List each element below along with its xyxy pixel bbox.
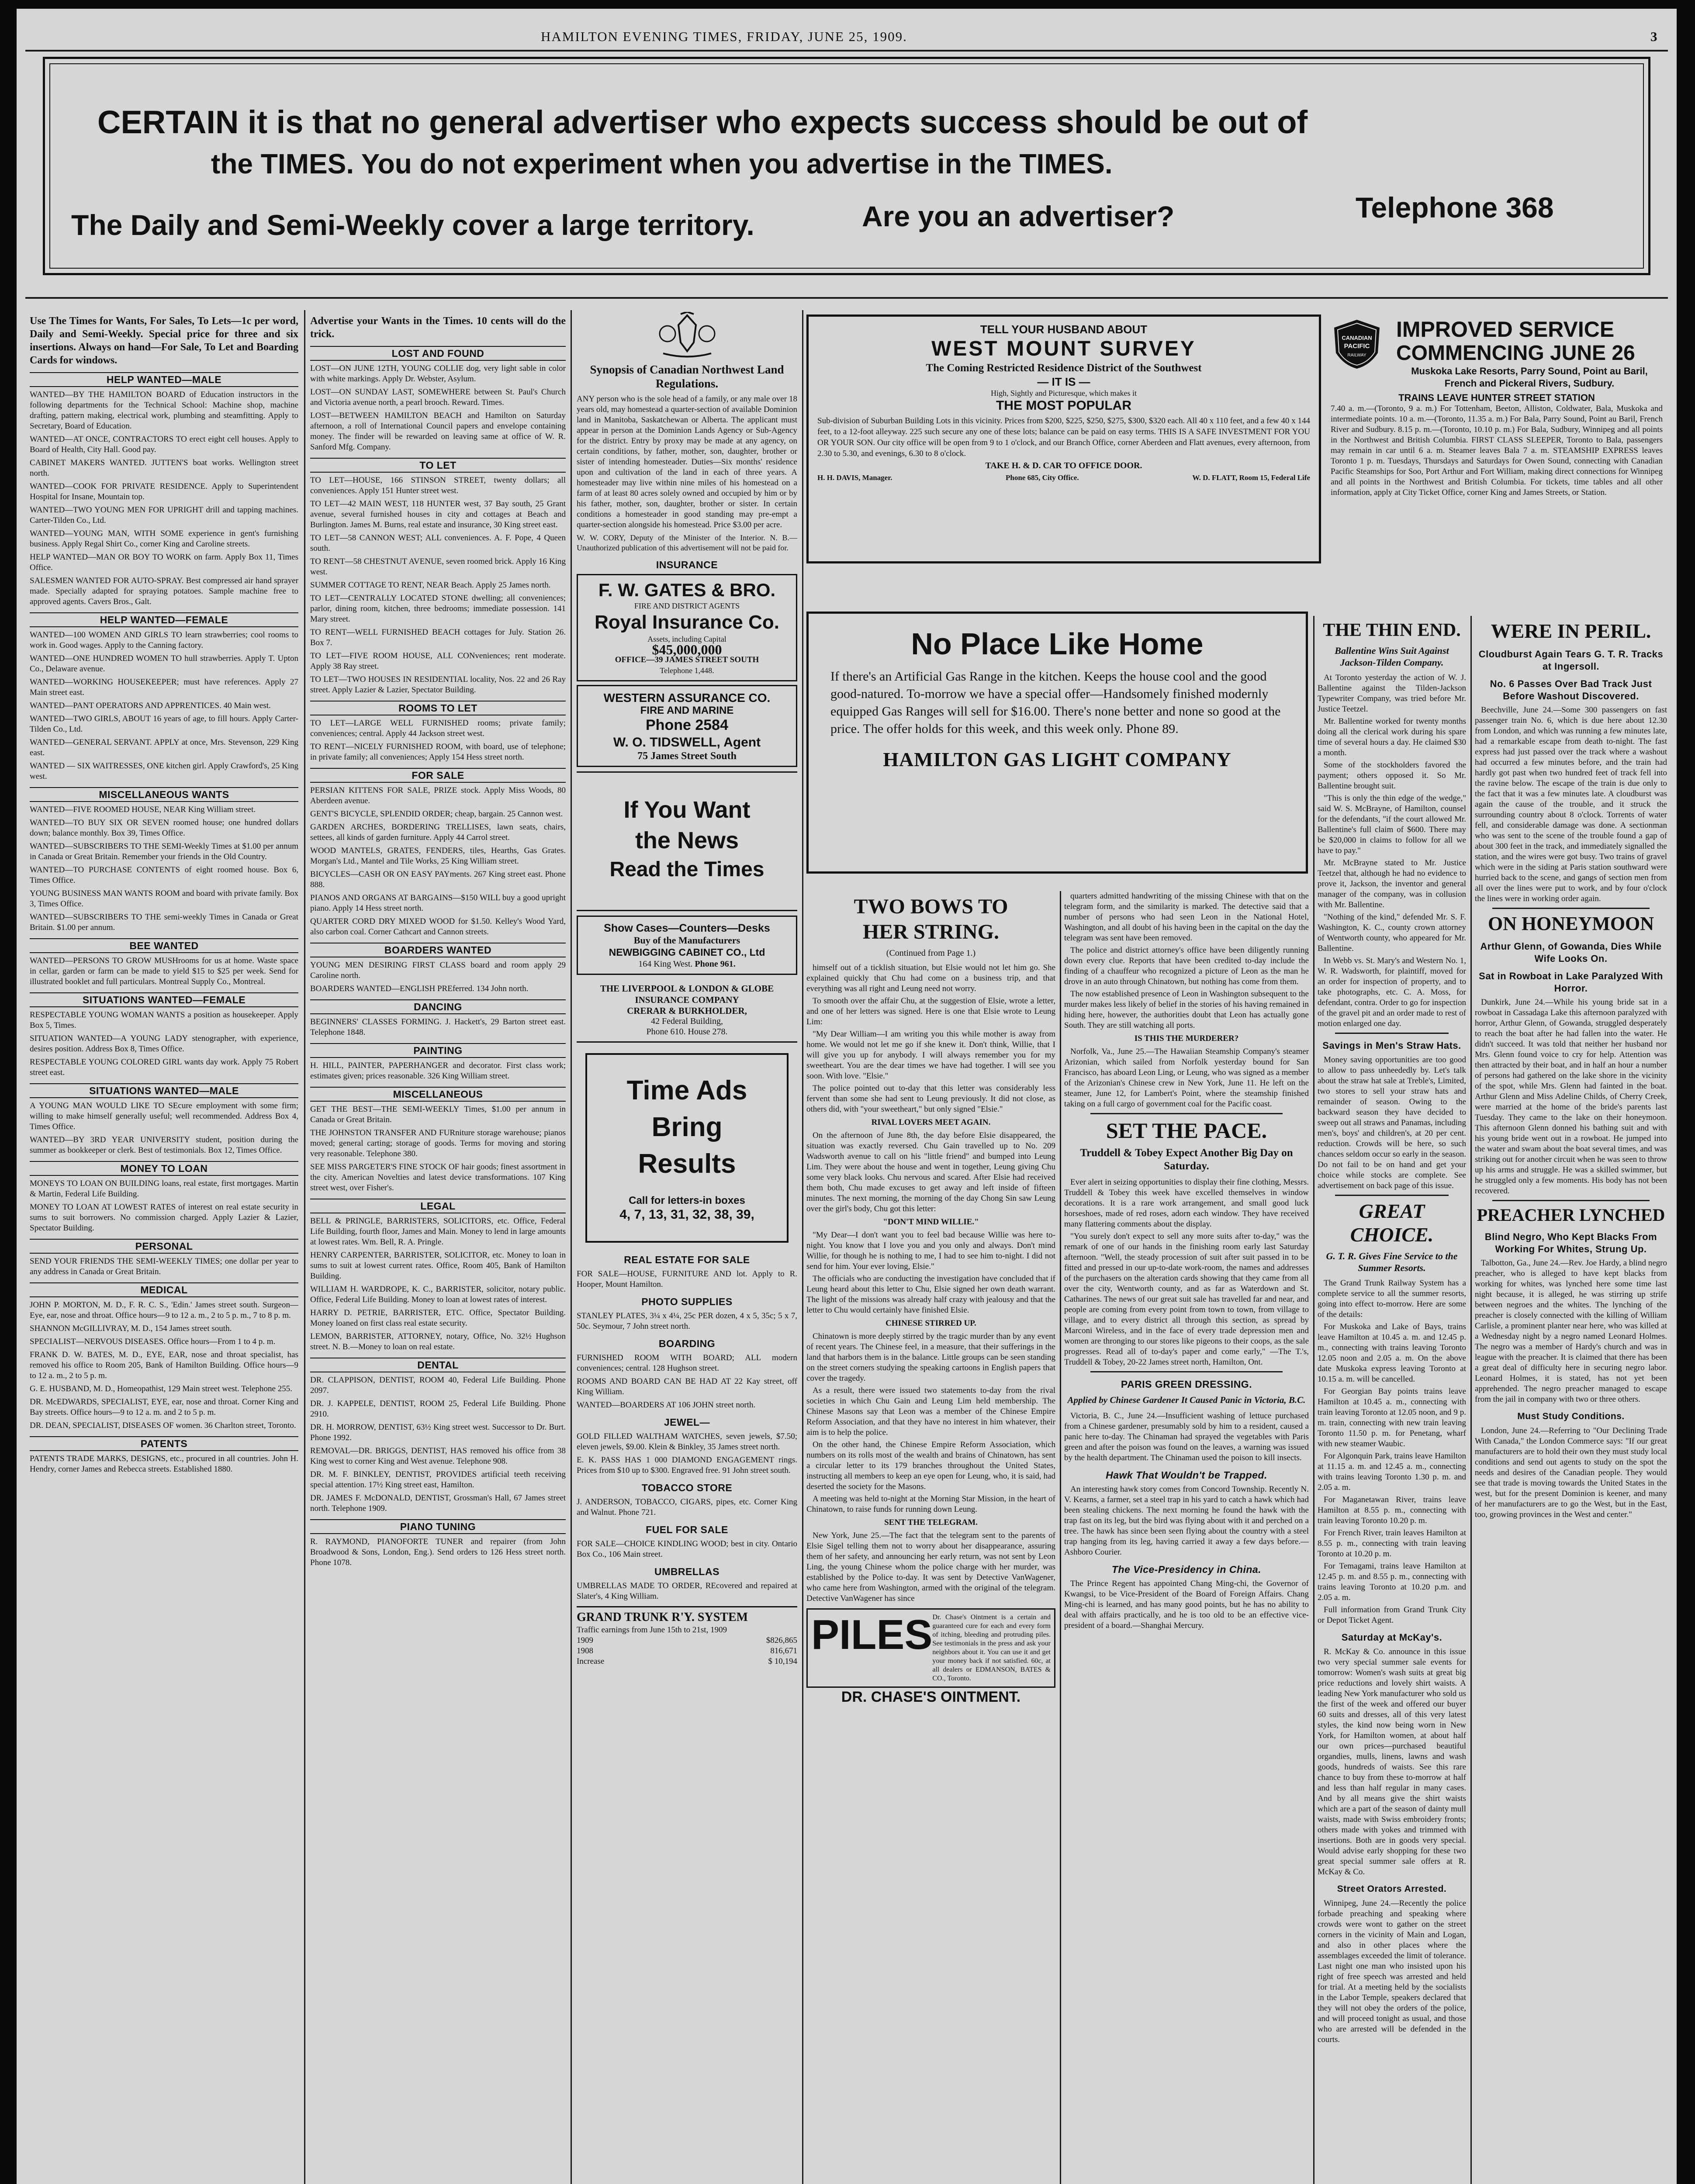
showcases-address: 164 King West. <box>638 959 693 969</box>
liverpool-name: THE LIVERPOOL & LONDON & GLOBE INSURANCE COMPANY <box>600 983 774 1005</box>
article-paragraph: Norfolk, Va., June 25.—The Hawaiian Steamship Company's steamer Arizonian, which sailed from Norfolk yesterday bound for San Francisco, has aboard Leon Ling, or Leung, who was signed as a member of the Arizonian's Chinese crew in New York, June 11. He left on the steamer, June 12, for Lambert's Point, where the steamship finished taking on a full cargo of government coal for the Pacific coast. <box>1064 1047 1309 1109</box>
survey-it-is: — IT IS — <box>1037 375 1090 388</box>
classified-heading: SITUATIONS WANTED—FEMALE <box>30 992 298 1007</box>
cpr-logo-top: CANADIAN <box>1342 335 1372 341</box>
classified-item: WANTED—COOK FOR PRIVATE RESIDENCE. Apply to Superintendent Hospital for Insane, Mountain top. <box>30 482 298 501</box>
classified-heading: BEE WANTED <box>30 938 298 953</box>
tobacco-item: J. ANDERSON, TOBACCO, CIGARS, pipes, etc. Corner King and Walnut. Phone 721. <box>577 1497 797 1517</box>
classified-item: BELL & PRINGLE, BARRISTERS, SOLICITORS, etc. Office, Federal Life Building, fourth floor, James and Main. Money to lend in large amounts at lowest rates. Wm. Bell, R. A. Pringle. <box>310 1216 566 1247</box>
gtr-row-value: 816,671 <box>770 1646 797 1655</box>
banner-question: Are you an advertiser? <box>862 200 1175 232</box>
honeymoon-sub-2: Sat in Rowboat in Lake Paralyzed With Horror. <box>1479 971 1663 994</box>
vice-pres-title: The Vice-Presidency in China. <box>1111 1564 1262 1575</box>
classified-heading: MISCELLANEOUS <box>310 1087 566 1102</box>
showcases-company: NEWBIGGING CABINET CO., Ltd <box>609 947 765 958</box>
classified-item: WANTED—TO BUY SIX OR SEVEN roomed house; one hundred dollars down; balance monthly. Box 39, Times Office. <box>30 818 298 838</box>
classified-item: WANTED—SUBSCRIBERS TO THE SEMI-Weekly Times at $1.00 per annum in Canada or Great Britain. Remember your friends in the Old Country. <box>30 842 298 861</box>
honeymoon-sub-1: Arthur Glenn, of Gowanda, Dies While Wife Looks On. <box>1480 941 1662 964</box>
cpr-sub: Muskoka Lake Resorts, Parry Sound, Point au Baril, French and Pickeral Rivers, Sudbury. <box>1411 366 1648 389</box>
paris-green-body: Victoria, B. C., June 24.—Insufficient washing of lettuce purchased from a Chinese gardener, presumably sold by him to a resident, caused a panic here to-day. The Chinaman had sprayed the vegetables with Paris green and after the poison was found on the leaves, a warning was issued by the health department. The Chinaman used the poison to kill insects. <box>1064 1411 1309 1462</box>
classified-item: CABINET MAKERS WANTED. JUTTEN'S boat works. Wellington street north. <box>30 458 298 478</box>
boarding-item: FURNISHED ROOM WITH BOARD; ALL modern conveniences; central. 128 Hughson street. <box>577 1353 797 1373</box>
gates-phone: Telephone 1,448. <box>660 666 714 675</box>
classified-item: WILLIAM H. WARDROPE, K. C., BARRISTER, solicitor, notary public. Office, Federal Life Building. Money to loan at lowest rates of interest. <box>310 1285 566 1304</box>
classified-item: A YOUNG MAN WOULD LIKE TO SEcure employment with some firm; willing to make himself generally useful; well recommended. Address Box 4, Times Office. <box>30 1101 298 1131</box>
classified-item: WANTED—BY THE HAMILTON BOARD of Education instructors in the following departments for the Technical School: Machine shop, machine drafting, pattern making, electrical work, plumbing and steamfitting. Apply to Secretary, Board of Education. <box>30 390 298 431</box>
banner-line-3: The Daily and Semi-Weekly cover a large territory. <box>71 209 754 241</box>
western-name: WESTERN ASSURANCE CO. <box>603 691 771 705</box>
article-paragraph: On the other hand, the Chinese Empire Reform Association, which numbers on its rolls most of the wealth and brains of Chinatown, has sent a circular letter to its 179 branches throughout the United States, instructing all members to keep an eye open for Leung, who, it is said, had deserted the society for the Masons. <box>806 1440 1055 1491</box>
cpr-logo-bottom: PACIFIC <box>1344 342 1370 350</box>
paris-green-sub: Applied by Chinese Gardener It Caused Panic in Victoria, B.C. <box>1067 1395 1306 1405</box>
classified-intro: Use The Times for Wants, For Sales, To Lets—1c per word, Daily and Semi-Weekly. Special price for three and six insertions. Always on hand—For Sale, To Let and Boarding Cards for windows. <box>30 315 298 366</box>
umbrellas-heading: UMBRELLAS <box>654 1566 720 1577</box>
classified-heading: PATENTS <box>30 1436 298 1451</box>
survey-popular: THE MOST POPULAR <box>996 398 1131 413</box>
newspaper-page <box>17 9 1677 2184</box>
classifieds-column-2 <box>310 314 566 2184</box>
insurance-heading: INSURANCE <box>656 559 718 570</box>
gates-office: OFFICE—39 JAMES STREET SOUTH <box>615 655 759 664</box>
boarding-item: ROOMS AND BOARD CAN BE HAD AT 22 Kay street, off King William. <box>577 1377 797 1396</box>
gates-assets-label: Assets, including Capital <box>647 635 726 643</box>
article-paragraph: The Grand Trunk Railway System has a complete service to all the summer resorts, going into effect to-morrow. Here are some of the details: <box>1318 1279 1466 1319</box>
classified-item: BICYCLES—CASH OR ON EASY PAYments. 267 King street east. Phone 888. <box>310 870 566 889</box>
classified-item: MONEYS TO LOAN ON BUILDING loans, real estate, first mortgages. Martin & Martin, Federal Life Building. <box>30 1179 298 1199</box>
gates-insurance-ad <box>577 574 797 681</box>
honeymoon-title: ON HONEYMOON <box>1487 913 1654 934</box>
article-paragraph: The now established presence of Leon in Washington subsequent to the murder makes less likely of belief in the stories of his having remained in hiding here, however, the authorities doubt that Leon has actually gone South. They are still watching all ports. <box>1064 989 1309 1030</box>
study-title: Must Study Conditions. <box>1517 1411 1625 1421</box>
classified-item: SPECIALIST—NERVOUS DISEASES. Office hours—From 1 to 4 p. m. <box>30 1337 276 1346</box>
jewel-item: GOLD FILLED WALTHAM WATCHES, seven jewels, $7.50; eleven jewels, $9.00. Klein & Binkley, 35 James street north. <box>577 1432 797 1451</box>
classified-item: TO LET—58 CANNON WEST; ALL conveniences. A. F. Pope, 4 Queen south. <box>310 533 566 553</box>
umbrellas-item: UMBRELLAS MADE TO ORDER, REcovered and repaired at Slater's, 4 King William. <box>577 1581 797 1601</box>
article-paragraph: New York, June 25.—The fact that the telegram sent to the parents of Elsie Sigel telling them not to worry about her disappearance, assuring them of her safety, and announcing her early return, was not sent by Leon Ling, the young Chinese whom the police charge with her murder, was established by the Police to-day. It was sent by Detective VanWagener, who came here from Washington, armed with the original of the telegram. Detective VanWagener has since <box>806 1531 1055 1603</box>
article-paragraph: For French River, train leaves Hamilton at 8.55 p. m., connecting with train leaving Toronto at 10.20 p. m. <box>1318 1528 1466 1559</box>
classified-item: TO LET—HOUSE, 166 STINSON STREET, twenty dollars; all conveniences. Apply 151 Hunter street west. <box>310 476 566 495</box>
crest-icon <box>654 312 720 360</box>
classified-item: DR. H. MORROW, DENTIST, 63½ King street west. Successor to Dr. Burt. Phone 1992. <box>310 1423 566 1442</box>
liverpool-agent: CRERAR & BURKHOLDER, <box>627 1006 747 1016</box>
classified-intro: Advertise your Wants in the Times. 10 cents will do the trick. <box>310 315 566 340</box>
article-paragraph: Full information from Grand Trunk City or Depot Ticket Agent. <box>1318 1605 1466 1625</box>
article-paragraph: himself out of a ticklish situation, but Elsie would not let him go. She explained quickly that Chu had come on a business trip, and that everything was all right and Leung need not worry. <box>806 963 1055 993</box>
gtr-row-label: Increase <box>577 1657 605 1666</box>
survey-manager: H. H. DAVIS, Manager. <box>817 473 892 482</box>
middle-article-column <box>1064 891 1309 2184</box>
tobacco-heading: TOBACCO STORE <box>641 1482 733 1493</box>
gas-company: HAMILTON GAS LIGHT COMPANY <box>883 748 1231 771</box>
western-sub: FIRE AND MARINE <box>640 705 734 716</box>
peril-column <box>1475 616 1667 2184</box>
classified-heading: MEDICAL <box>30 1282 298 1297</box>
classified-heading: PIANO TUNING <box>310 1519 566 1534</box>
street-orators-title: Street Orators Arrested. <box>1337 1884 1447 1894</box>
photo-item: STANLEY PLATES, 3¼ x 4¼, 25c PER dozen, 4 x 5, 35c; 5 x 7, 50c. Seymour, 7 John street north. <box>577 1311 797 1331</box>
time-ads-line-1: Time Ads <box>626 1075 747 1106</box>
classified-item: RESPECTABLE YOUNG COLORED GIRL wants day work. Apply 75 Robert street east. <box>30 1057 298 1077</box>
survey-phone: Phone 685, City Office. <box>1006 473 1079 482</box>
article-paragraph: For Algonquin Park, trains leave Hamilton at 11.15 a. m. and 12.45 a. m., connecting with trains leaving Toronto 1.30 p. m. and 2.05 a. m. <box>1318 1451 1466 1492</box>
article-paragraph: As a result, there were issued two statements to-day from the rival societies in which Chu Gain and Leung Lim held membership. The Chinese Masons say that Leon was a member of the Chinese Empire Reform Association, and that they have no interest in him whatever, their aim is to help the police. <box>806 1386 1055 1437</box>
survey-contact: W. D. FLATT, Room 15, Federal Life <box>1192 473 1310 482</box>
classified-heading: LOST AND FOUND <box>310 346 566 361</box>
banner-line-1: CERTAIN it is that no general advertiser who expects success should be out of <box>97 104 1308 140</box>
classified-item: LOST—ON JUNE 12TH, YOUNG COLLIE dog, very light sable in color with white markings. Apply Dr. Webster, Asylum. <box>310 364 566 384</box>
classified-item: PIANOS AND ORGANS AT BARGAINS—$150 WILL buy a good upright piano. Apply 14 Hess street north. <box>310 893 566 913</box>
classified-item: REMOVAL—DR. BRIGGS, DENTIST, HAS removed his office from 38 King west to corner King and West avenue. Telephone 908. <box>310 1446 566 1466</box>
classified-item: WANTED—TO PURCHASE CONTENTS of eight roomed house. Box 6, Times Office. <box>30 865 298 885</box>
article-paragraph: CHINESE STIRRED UP. <box>886 1319 976 1328</box>
article-paragraph: "Nothing of the kind," defended Mr. S. F. Washington, K. C., county crown attorney of Wentworth county, who appeared for Mr. Ballentine. <box>1318 912 1466 953</box>
classified-heading: BOARDERS WANTED <box>310 943 566 957</box>
masthead <box>17 25 1677 47</box>
article-paragraph: "My Dear William—I am writing you this while mother is away from home. We would not let me go if she knew it. Don't think, Willie, that I will give you up for anybody. I will always remember you for my sweetheart. You are the dear times we have had together. I will see you soon. With love. "Elsie." <box>806 1030 1055 1081</box>
classified-item: DR. JAMES F. McDONALD, DENTIST, Grossman's Hall, 67 James street north. Telephone 1909. <box>310 1493 566 1513</box>
article-paragraph: Mr. McBrayne stated to Mr. Justice Teetzel that, although he had no evidence to prove it, Jackson, the inventor and general manager of the company, was in collusion with Mr. Ballentine. <box>1318 858 1466 909</box>
jewel-item: E. K. PASS HAS 1 000 DIAMOND ENGAGEMENT rings. Prices from $10 up to $300. Engraved free. 91 John street south. <box>577 1455 797 1475</box>
two-bows-article <box>806 891 1055 2184</box>
survey-top: TELL YOUR HUSBAND ABOUT <box>980 323 1148 336</box>
classified-item: WANTED — SIX WAITRESSES, ONE kitchen girl. Apply Crawford's, 25 King west. <box>30 761 298 781</box>
classified-heading: MONEY TO LOAN <box>30 1161 298 1176</box>
classified-heading: SITUATIONS WANTED—MALE <box>30 1083 298 1098</box>
classified-item: SEND YOUR FRIENDS THE SEMI-WEEKLY TIMES; one dollar per year to any address in Canada or Great Britain. <box>30 1257 298 1276</box>
article-paragraph: quarters admitted handwriting of the missing Chinese with that on the telegram form, and the similarity is marked. The detective said that a number of persons who had seen Leon in the National Hotel, Washington, and all doubt of his having been in the capital on the day the telegram was sent have been removed. <box>1064 892 1309 943</box>
classified-item: DR. M. F. BINKLEY, DENTIST, PROVIDES artificial teeth receiving special attention. 17½ King street east, Hamilton. <box>310 1470 566 1489</box>
western-address: 75 James Street South <box>637 750 737 762</box>
mckay-body: R. McKay & Co. announce in this issue two very special summer sale events for tomorrow: Women's wash suits at great big price reductions and lovely shirt waists. A leading New York manufacturer who sold us the first of the week and offered our buyer 60 suits and dresses, all of this very latest styles, the kind now being worn in New York, for Hamilton women, at about half our own prices—purchased beautiful organdies, mulls, linens, lawns and wash goods, hundreds of waists. See this rare chance to buy from these to-morrow at half and less than half regular in many cases. And by all means give the shirt waists which are a part of the season of dainty mull waists, made with Swiss embroidery fronts; others made with yokes and trimmed with insertions. Both are in goods very special. Would advise early shopping for these two great special summer sale offers at R. McKay & Co. <box>1318 1647 1466 1876</box>
classified-item: LOST—ON SUNDAY LAST, SOMEWHERE between St. Paul's Church and Victoria avenue north, a pearl brooch. Reward. Times. <box>310 387 566 407</box>
classified-item: WANTED—PERSONS TO GROW MUSHrooms for us at home. Waste space in cellar, garden or farm can be made to yield $15 to $25 per week. Send for illustrated booklet and full particulars. Montreal Supply Co., Montreal. <box>30 956 298 986</box>
cpr-logo-icon <box>1331 318 1383 370</box>
gtr-intro: Traffic earnings from June 15th to 21st, 1909 <box>577 1625 727 1635</box>
set-pace-title: SET THE PACE. <box>1106 1118 1267 1143</box>
time-ads-box <box>585 1053 789 1243</box>
classified-item: DR. DEAN, SPECIALIST, DISEASES OF women. 36 Charlton street, Toronto. <box>30 1421 296 1430</box>
survey-body: Sub-division of Suburban Building Lots in this vicinity. Prices from $200, $225, $250, $275, $300, $320 each. All 40 x 110 feet, and a few 40 x 144 feet, to a 12-foot alleyway. 225 such secure any one of these lots; balance can be paid on easy terms. THIS IS A SAFE INVESTMENT FOR YOU OR YOUR SON. Our city office will be open from 9 to 1 o'clock, and our Branch Office, corner Aberdeen and Flatt avenues, every afternoon, from 2.30 to 5.30, and evenings, 6.30 to 8 o'clock. <box>817 416 1310 458</box>
great-choice-sub: G. T. R. Gives Fine Service to the Summer Resorts. <box>1326 1251 1458 1273</box>
article-paragraph: RIVAL LOVERS MEET AGAIN. <box>871 1118 991 1127</box>
classified-item: SEE MISS PARGETER'S FINE STOCK OF hair goods; finest assortment in the city. American Novelties and latest device transformations. 107 King street west, over Fisher's. <box>310 1162 566 1192</box>
classified-item: SHANNON McGILLIVRAY, M. D., 154 James street south. <box>30 1324 232 1333</box>
showcases-phone: Phone 961. <box>695 959 736 969</box>
article-paragraph: For Temagami, trains leave Hamilton at 12.45 p. m. and 8.55 p. m., connecting with trains leaving Toronto at 10.20 p.m. and 2.05 a. m. <box>1318 1562 1466 1602</box>
classified-item: H. HILL, PAINTER, PAPERHANGER and decorator. First class work; estimates given; prices reasonable. 326 King William street. <box>310 1061 566 1081</box>
classified-item: MONEY TO LOAN AT LOWEST RATES of interest on real estate security in sums to suit borrowers. No commission charged. Apply Lazier & Lazier, Spectator Building. <box>30 1203 298 1233</box>
banner-telephone: Telephone 368 <box>1356 191 1554 224</box>
classified-item: TO LET—FIVE ROOM HOUSE, ALL CONveniences; rent moderate. Apply 38 Ray street. <box>310 651 566 671</box>
classified-item: QUARTER CORD DRY MIXED WOOD for $1.50. Kelley's Wood Yard, also carbon coal. Corner Cathcart and Cannon streets. <box>310 917 566 936</box>
classified-item: WANTED—BY 3RD YEAR UNIVERSITY student, position during the summer as bookkeeper or clerk. Best of testimonials. Box 12, Times Office. <box>30 1135 298 1155</box>
classified-item: WANTED—FIVE ROOMED HOUSE, NEAR King William street. <box>30 805 256 814</box>
cpr-body: 7.40 a. m.—(Toronto, 9 a. m.) For Tottenham, Beeton, Alliston, Coldwater, Bala, Muskoka and intermediate points. 10 a. m.—(Toronto, 11.35 a. m.) For Bala, Parry Sound, Point au Baril, French River and Sudbury. 8.15 p. m.—(Toronto, 10.10 p. m.) For Bala, Sudbury, Winnipeg and all points in the Northwest and British Columbia. FIRST CLASS SLEEPER, Toronto to Bala, passengers may remain in car until 6 a. m. Steamer leaves Bala 7 a. m. STEAMSHIP EXPRESS leaves Toronto 1 p. m. Tuesdays, Thursdays and Saturdays for Owen Sound, connecting with Canadian Pacific Steamships for Soo, Port Arthur and Fort William, making direct connections for Winnipeg and all points in the Northwest and British Columbia. For tickets, time tables and all other information, apply at City Ticket Office, corner King and James Streets, or Station. <box>1331 404 1663 497</box>
paris-green-title: PARIS GREEN DRESSING. <box>1121 1379 1252 1390</box>
article-paragraph: The police and district attorney's office have been diligently running down every clue. Reports that have been credited to-day include the finding of a chauffeur who recognized a picture of Leon as the man he drove in an auto through Chinatown, but nothing has come from them. <box>1064 946 1309 986</box>
masthead-text: HAMILTON EVENING TIMES, FRIDAY, JUNE 25, 1909. <box>541 29 907 44</box>
peril-body: Beechville, June 24.—Some 300 passengers on fast passenger train No. 6, which is due here about 12.30 from London, and which was running a few minutes late, had a remarkable escape from death to-night. The fast express had just passed over the track where a washout had occurred a few minutes before, and the train had hardly got past when two hundred feet of track fell into the ravine below. The escape of the train is due only to the fact that it was a few minutes late. A cloudburst was again the cause of the trouble, and it struck the surrounding country about 8 o'clock. Torrents of water fell, and considerable damage was done. A sectionman who was sent to the scene of the trouble found a gap of about 300 feet in the track, and immediately signalled the station, and the wires were got busy. Two trains of gravel which were in the siding at Paris station southward were hurried back to the scene, and gangs of section men from all over the lines were put to work, and by four o'clock the lines were in working order again. <box>1475 705 1667 903</box>
classified-item: SALESMEN WANTED FOR AUTO-SPRAY. Best compressed air hand sprayer made. Specially adapted for spraying potatoes. Sample machine free to approved agents. Cavers Bros., Galt. <box>30 576 298 606</box>
lynched-body: Talbotton, Ga., June 24.—Rev. Joe Hardy, a blind negro preacher, who is alleged to have kept blacks from working for whites, was lynched here some time last night because, it is alleged, he was stirring up strife between negroes and the whites. The lynching of the preacher is closely connected with the killing of William Carlisle, a prominent planter near here, who was killed at a Wednesday night by a negro named Leonard Holmes. The negro was a member of Hardy's church and was in league with the preacher. It is claimed that there has been a great deal of difficulty here in securing negro labor. Leonard Holmes, it is stated, has not yet been apprehended. The negro preacher managed to escape from the jail in company with two or three others. <box>1475 1258 1667 1404</box>
classified-item: TO RENT—58 CHESTNUT AVENUE, seven roomed brick. Apply 16 King west. <box>310 557 566 577</box>
piles-body: Dr. Chase's Ointment is a certain and guaranteed cure for each and every form of itching, bleeding and protruding piles. See testimonials in the press and ask your neighbors about it. You can use it and get your money back if not satisfied. 60c, at all dealers or EDMANSON, BATES & CO., Toronto. <box>932 1614 1051 1682</box>
article-paragraph: IS THIS THE MURDERER? <box>1134 1034 1239 1043</box>
article-paragraph: Some of the stockholders favored the payment; others opposed it. So Mr. Ballentine brought suit. <box>1318 760 1466 791</box>
survey-sub: The Coming Restricted Residence District of the Southwest <box>926 362 1202 374</box>
article-paragraph: Chinatown is more deeply stirred by the tragic murder than by any event of recent years. The Chinese feel, in a measure, that their sufferings in the land that harbors them is in the balance. Little groups can be seen standing on the street corners studying the speaking cartoons in English papers that cover the tragedy. <box>806 1332 1055 1383</box>
classified-item: GET THE BEST—THE SEMI-WEEKLY Times, $1.00 per annum in Canada or Great Britain. <box>310 1105 566 1124</box>
classified-item: BOARDERS WANTED—ENGLISH PREferred. 134 John north. <box>310 984 529 993</box>
liverpool-address: 42 Federal Building, <box>651 1016 723 1026</box>
classified-item: THE JOHNSTON TRANSFER AND FURniture storage warehouse; pianos moved; general carting; storage of goods. Terms for moving and storing very reasonable. Telephone 380. <box>310 1128 566 1158</box>
peril-sub-1: Cloudburst Again Tears G. T. R. Tracks at Ingersoll. <box>1478 649 1664 672</box>
gtr-heading: GRAND TRUNK R'Y. SYSTEM <box>577 1610 748 1624</box>
article-paragraph: "You surely don't expect to sell any more suits after to-day," was the remark of one of our hands in the finishing room early last Saturday afternoon. "Well, the steady procession of suit after suit passed in to be fitted and pressed in our up-to-date work-room, the names and addresses of the purchasers on the alteration cards showing that they came from all over the city, Wentworth county, and as far as Waterdown and St. Catharines. The news of our great suit sale has travelled far and near, and people are coming from every point from town to town, from village to village, and to every district all through this section, as spread by Marconi Wireless, and in the face of every trade depression men and women are thronging to our stores like pigeons to their coops, as the sale progresses. Read all of to-day's paper and come early," —The T.'s, Truddell & Tobey, 20-22 James street north, Hamilton, Ont. <box>1064 1232 1309 1367</box>
article-paragraph: In Webb vs. St. Mary's and Western No. 1, W. R. Wadsworth, for plaintiff, moved for an order for inspection of property, and to take photographs, etc. C. A. Moss, for defendant, contra. Order to go for inspection of the gravel pit and an order made to rest of motion enlarged one day. <box>1318 956 1466 1028</box>
classified-item: FRANK D. W. BATES, M. D., EYE, EAR, nose and throat specialist, has removed his office to Room 205, Bank of Hamilton Building. Office hours—9 to 12 a. m., 2 to 5 p. m. <box>30 1350 298 1380</box>
article-paragraph: SENT THE TELEGRAM. <box>884 1518 978 1527</box>
classified-item: WANTED—WORKING HOUSEKEEPER; must have references. Apply 27 Main street east. <box>30 677 298 697</box>
classified-item: BEGINNERS' CLASSES FORMING. J. Hackett's, 29 Barton street east. Telephone 1848. <box>310 1017 566 1037</box>
want-line-3: Read the Times <box>609 858 764 881</box>
classified-heading: ROOMS TO LET <box>310 701 566 715</box>
article-paragraph: Mr. Ballentine worked for twenty months doing all the clerical work during his spare time of several hours a day. He claimed $30 a month. <box>1318 717 1466 757</box>
gtr-earnings <box>577 1606 797 1667</box>
article-paragraph: "My Dear—I don't want you to feel bad because Willie was here to-night. You know that I love you and you only and always. Don't mind Willie, for though he is nothing to me, I had to see him to-night. I did not send for him. Your ever loving, Elsie." <box>806 1230 1055 1271</box>
want-news-ad <box>577 771 797 911</box>
classified-item: YOUNG BUSINESS MAN WANTS ROOM and board with private family. Box 3, Times Office. <box>30 889 298 909</box>
article-paragraph: At Toronto yesterday the action of W. J. Ballentine against the Tilden-Jackson Typewriter Company, was tried before Mr. Justice Teetzel. <box>1318 673 1466 714</box>
hawk-body: An interesting hawk story comes from Concord Township. Recently N. V. Kearns, a farmer, set a steel trap in his yard to catch a hawk which had been stealing chickens. The next morning he found the hawk with the trap fast on its leg, but the bird was flying about with it and perched on a tree. The hawk has since been seen flying about the country with a steel trap hanging from its leg, having carried it away a few days before.—Ashboro Courier. <box>1064 1485 1309 1557</box>
study-body: London, June 24.—Referring to "Our Declining Trade With Canada," the London Commerce says: "If our great manufacturers are to hold their own they must study local conditions and send out agents to study on the spot the needs and desires of the Canadian people. They would see that trade is moving towards the United States in the west, but for the present Dominion is keener, and many of her manufacturers are to go the West, but in the East, too, growing provinces in the West and center." <box>1475 1426 1667 1519</box>
column-3 <box>577 310 797 2184</box>
classified-item: WANTED—100 WOMEN AND GIRLS TO learn strawberries; cool rooms to work in. Good wages. Apply to the Canning factory. <box>30 630 298 650</box>
peril-sub-2: No. 6 Passes Over Bad Track Just Before Washout Discovered. <box>1490 678 1652 702</box>
gas-body: If there's an Artificial Gas Range in the kitchen. Keeps the house cool and the good good-natured. To-morrow we have a special offer—Handsomely finished modernly equipped Gas Ranges will sell for $16.00. There's none better and none so good at the price. The offer holds for this week, and this week only. Phone 89. <box>830 669 1281 736</box>
classified-item: HARRY D. PETRIE, BARRISTER, ETC. Office, Spectator Building. Money loaned on first class real estate security. <box>310 1308 566 1328</box>
west-mount-survey-ad <box>806 314 1321 563</box>
classified-item: TO LET—42 MAIN WEST, 118 HUNTER west, 37 Bay south, 25 Grant avenue, several furnished houses in city and cottages at Beach and Burlington. James M. Burns, real estate and insurance, 30 King street east. <box>310 499 566 529</box>
classified-item: JOHN P. MORTON, M. D., F. R. C. S., 'Edin.' James street south. Surgeon—Eye, ear, nose and throat. Office hours—9 to 12 a. m., 2 to 5 p. m., 7 to 8 p. m. <box>30 1300 298 1320</box>
classified-item: RESPECTABLE YOUNG WOMAN WANTS a position as housekeeper. Apply Box 5, Times. <box>30 1010 298 1030</box>
classified-item: PATENTS TRADE MARKS, DESIGNS, etc., procured in all countries. John H. Hendry, corner James and Rebecca streets. Established 1880. <box>30 1454 298 1474</box>
boarding-item: WANTED—BOARDERS AT 106 JOHN street north. <box>577 1400 756 1410</box>
banner-line-2: the TIMES. You do not experiment when you advertise in the TIMES. <box>211 148 1113 180</box>
classified-item: WANTED—TWO GIRLS, ABOUT 16 years of age, to fill hours. Apply Carter-Tilden Co., Ltd. <box>30 714 298 734</box>
classified-heading: PERSONAL <box>30 1239 298 1254</box>
peril-title: WERE IN PERIL. <box>1491 620 1651 642</box>
mckay-title: Saturday at McKay's. <box>1341 1632 1442 1643</box>
fuel-item: FOR SALE—CHOICE KINDLING WOOD; best in city. Ontario Box Co., 106 Main street. <box>577 1539 797 1559</box>
jewel-heading: JEWEL— <box>664 1417 710 1428</box>
liverpool-phone: Phone 610. House 278. <box>646 1027 728 1037</box>
survey-tagline: High, Sightly and Picturesque, which makes it <box>991 389 1137 397</box>
cpr-title-2: COMMENCING JUNE 26 <box>1396 342 1635 365</box>
thin-end-column <box>1318 616 1466 2184</box>
lynched-sub: Blind Negro, Who Kept Blacks From Working For Whites, Strung Up. <box>1484 1231 1657 1254</box>
gates-sub: FIRE AND DISTRICT AGENTS <box>634 601 740 610</box>
time-ads-boxes: 4, 7, 13, 31, 32, 38, 39, <box>619 1207 754 1222</box>
piles-brand: DR. CHASE'S OINTMENT. <box>841 1689 1021 1705</box>
survey-title: WEST MOUNT SURVEY <box>931 337 1196 360</box>
article-paragraph: For Maganetawan River, trains leave Hamilton at 8.55 p. m., connecting with train leaving Toronto 10.20 p. m. <box>1318 1495 1466 1525</box>
boarding-heading: BOARDING <box>658 1338 716 1349</box>
land-regulations-title: Synopsis of Canadian Northwest Land Regulations. <box>590 363 784 390</box>
classified-item: TO RENT—NICELY FURNISHED ROOM, with board, use of telephone; in private family; all conveniences; Apply 154 Hess street north. <box>310 742 566 762</box>
classified-item: LEMON, BARRISTER, ATTORNEY, notary, Office, No. 32½ Hughson street. N. B.—Money to loan on real estate. <box>310 1332 566 1351</box>
gtr-row-value: $826,865 <box>766 1636 797 1645</box>
classified-item: TO RENT—WELL FURNISHED BEACH cottages for July. Station 26. Box 7. <box>310 628 566 647</box>
classified-heading: DANCING <box>310 999 566 1014</box>
banner-ad <box>43 57 1650 275</box>
classified-item: WANTED—TWO YOUNG MEN FOR UPRIGHT drill and tapping machines. Carter-Tilden Co., Ltd. <box>30 505 298 525</box>
classified-item: WANTED—AT ONCE, CONTRACTORS TO erect eight cell houses. Apply to Board of Health, City Hall. Good pay. <box>30 435 298 454</box>
liverpool-ad <box>577 978 797 1043</box>
gas-company-ad <box>806 612 1308 874</box>
honeymoon-body: Dunkirk, June 24.—While his young bride sat in a rowboat in Cassadaga Lake this afternoon paralyzed with horror, Arthur Glenn, of Gowanda, struggled desperately to reach the boat after he had fallen into the water. He didn't succeed. It was told that neither her husband nor Mrs. Glenn found voice to cry for help. Attention was then attracted by their boat, and in half an hour a number of persons had gathered on the lake shore in the vicinity of the spot, while Mrs. Glenn had fainted in the boat. Arthur Glenn and Miss Adeline Childs, of Cherry Creek, were married at the home of the bride's parents last Tuesday. They came to the lake on their honeymoon. This afternoon Glenn donned his bathing suit and with his young bride went out in a rowboat. He jumped into the water and swam about the boat several times, and was striking out for another circuit when he was seen to throw up his arms and struggle. He was a skilled swimmer, but he struggled only a few moments. His body has not been recovered. <box>1475 998 1667 1196</box>
gtr-row-label: 1908 <box>577 1646 593 1655</box>
classified-item: TO LET—LARGE WELL FURNISHED rooms; private family; conveniences; central. Apply 44 Jackson street west. <box>310 719 566 738</box>
cpr-ad <box>1326 314 1667 594</box>
photo-heading: PHOTO SUPPLIES <box>641 1296 733 1307</box>
article-paragraph: A meeting was held to-night at the Morning Star Mission, in the heart of Chinatown, to raise funds for running down Leung. <box>806 1494 1055 1514</box>
classified-heading: MISCELLANEOUS WANTS <box>30 787 298 802</box>
gtr-row-label: 1909 <box>577 1636 593 1645</box>
classified-item: HELP WANTED—MAN OR BOY TO WORK on farm. Apply Box 11, Times Office. <box>30 553 298 572</box>
classified-item: DR. J. KAPPELE, DENTIST, ROOM 25, Federal Life Building. Phone 2910. <box>310 1399 566 1419</box>
article-paragraph: On the afternoon of June 8th, the day before Elsie disappeared, the situation was exactly reversed. Chu Gain travelled up to No. 209 Wadsworth avenue to call on his "little friend" and bumped into Leung Lim. They were about the house and went in together, Leung giving Chu some very black looks. Chu nervous and scared. After Elsie had received them both, Chu made excuses to get away and left inside of fifteen minutes. The next morning, the morning of the day Chong Sin saw Leung over the girl's body, Chu got this letter: <box>806 1131 1055 1213</box>
thin-end-sub: Ballentine Wins Suit Against Jackson-Tilden Company. <box>1335 645 1449 668</box>
classified-item: WANTED—GENERAL SERVANT. APPLY at once, Mrs. Stevenson, 229 King east. <box>30 738 298 757</box>
classifieds-column-1 <box>30 314 298 2184</box>
straw-body: Money saving opportunities are too good to allow to pass unheededly by. Let's talk about the straw hat sale at Treble's, Limited, two stores to sell your straw hats and remainder of season. Owing to the backward season they have decided to sweep out all straws and Panamas, including men's, boys' and children's, at 20 per cent. reduction. Crowds will be here, so such chances seldom occur so early in the season. Do not fail to be on hand and get your choice while stocks are complete. See advertisement on back page of this issue. <box>1318 1055 1466 1190</box>
western-agent: W. O. TIDSWELL, Agent <box>613 735 761 750</box>
showcases-sub: Buy of the Manufacturers <box>633 935 740 946</box>
want-line-2: the News <box>635 827 739 854</box>
gates-company: Royal Insurance Co. <box>594 612 779 633</box>
classified-heading: HELP WANTED—MALE <box>30 372 298 387</box>
classified-item: LOST—BETWEEN HAMILTON BEACH and Hamilton on Saturday afternoon, a roll of International Council papers and envelope containing money. The finder will be rewarded on leaving same at office of W. R. Sanford Mfg. Company. <box>310 411 566 452</box>
set-pace-sub: Truddell & Tobey Expect Another Big Day on Saturday. <box>1080 1147 1293 1172</box>
article-paragraph: Ever alert in seizing opportunities to display their fine clothing, Messrs. Truddell & Tobey this week have excelled themselves in window decorations. It is a rare work arrangement, and small good luck horseshoes, made of red roses, adorn each window. They have received many flattering comments about the display. <box>1064 1178 1309 1229</box>
classified-item: WANTED—SUBSCRIBERS TO THE semi-weekly Times in Canada or Great Britain. $1.00 per annum. <box>30 912 298 932</box>
straw-title: Savings in Men's Straw Hats. <box>1322 1040 1461 1051</box>
article-paragraph: For Muskoka and Lake of Bays, trains leave Hamilton at 10.45 a. m. and 12.45 p. m., connecting with trains leaving Toronto 12.05 noon and 2.05 a. m. On the above date Muskoka express leaving Toronto at 10.15 a. m. will be cancelled. <box>1318 1322 1466 1384</box>
cpr-logo-tag: RAILWAY <box>1347 353 1366 358</box>
classified-heading: PAINTING <box>310 1043 566 1058</box>
bows-cont: (Continued from Page 1.) <box>886 948 976 958</box>
article-paragraph: To smooth over the affair Chu, at the suggestion of Elsie, wrote a letter, and one of her letters was signed. Here is one that Elsie wrote to Leung Lim: <box>806 996 1055 1026</box>
time-ads-line-3: Results <box>638 1149 736 1179</box>
classified-heading: FOR SALE <box>310 768 566 783</box>
cpr-title-1: IMPROVED SERVICE <box>1396 317 1615 342</box>
want-line-1: If You Want <box>623 797 751 823</box>
bows-heading-2: HER STRING. <box>862 920 1000 943</box>
thin-end-title: THE THIN END. <box>1323 620 1461 640</box>
classified-heading: LEGAL <box>310 1199 566 1213</box>
classified-item: GENT'S BICYCLE, SPLENDID ORDER; cheap, bargain. 25 Cannon west. <box>310 809 563 819</box>
piles-ad <box>806 1608 1055 1688</box>
hawk-title: Hawk That Wouldn't be Trapped. <box>1106 1469 1267 1481</box>
classified-item: DR. McEDWARDS, SPECIALIST, EYE, ear, nose and throat. Corner King and Bay streets. Office hours—9 to 12 a. m. and 2 to 5 p. m. <box>30 1397 298 1417</box>
classified-heading: HELP WANTED—FEMALE <box>30 612 298 627</box>
cpr-leave: TRAINS LEAVE HUNTER STREET STATION <box>1398 392 1595 403</box>
great-choice-title: GREAT CHOICE. <box>1350 1200 1434 1246</box>
time-ads-line-2: Bring <box>651 1112 723 1142</box>
classified-item: HENRY CARPENTER, BARRISTER, SOLICITOR, etc. Money to loan in sums to suit at lowest current rates. Office, Room 405, Bank of Hamilton Building. <box>310 1251 566 1281</box>
bows-heading-1: TWO BOWS TO <box>854 895 1008 918</box>
classified-item: SUMMER COTTAGE TO RENT, NEAR Beach. Apply 25 James north. <box>310 581 551 590</box>
real-estate-heading: REAL ESTATE FOR SALE <box>624 1254 750 1265</box>
western-phone: Phone 2584 <box>646 717 728 733</box>
classified-item: YOUNG MEN DESIRING FIRST CLASS board and room apply 29 Caroline north. <box>310 961 566 980</box>
classified-item: PERSIAN KITTENS FOR SALE, PRIZE stock. Apply Miss Woods, 80 Aberdeen avenue. <box>310 786 566 805</box>
article-paragraph: "DON'T MIND WILLIE." <box>883 1217 979 1227</box>
land-regulations-sign: W. W. CORY, Deputy of the Minister of the Interior. N. B.—Unauthorized publication of this advertisement will not be paid for. <box>577 533 797 552</box>
classified-item: WANTED—ONE HUNDRED WOMEN TO hull strawberries. Apply T. Upton Co., Delaware avenue. <box>30 654 298 674</box>
article-paragraph: The officials who are conducting the investigation have concluded that if Leung heard about this letter to Chu, Elsie signed her own death warrant. The light of the missions was already half crazy with jealousy and that the letter to Chu would certainly have finished Elsie. <box>806 1274 1055 1315</box>
western-assurance-ad <box>577 685 797 767</box>
vice-pres-body: The Prince Regent has appointed Chang Ming-chi, the Governor of Kwangsi, to be Vice-President of the Board of Foreign Affairs. Chang Ming-chi is learned, and has many good points, but he has no ability to deal with affairs practically, and he is too old to be an effective vice-president of a board.—Shanghai Mercury. <box>1064 1579 1309 1630</box>
classified-item: R. RAYMOND, PIANOFORTE TUNER and repairer (from John Broadwood & Sons, London, Eng.). Send orders to 126 Hess street north. Phone 1078. <box>310 1537 566 1567</box>
classified-item: GARDEN ARCHES, BORDERING TRELLISES, lawn seats, chairs, settees, all kinds of garden furniture. Apply 44 Carrol street. <box>310 822 566 842</box>
street-orators-body: Winnipeg, June 24.—Recently the police forbade preaching and speaking where crowds were wont to gather on the street corners in the vicinity of Main and Logan, and also in other places where the assemblages exceeded the limit of tolerance. Last night one man who insisted upon his right of free speech was arrested and held for trial. At a meeting held by the socialists in the Labor Temple, speakers declared that they will not obey the orders of the police, and will proceed tonight as usual, and those who are arrested will be defended in the courts. <box>1318 1899 1466 2044</box>
classified-item: TO LET—CENTRALLY LOCATED STONE dwelling; all conveniences; parlor, dining room, kitchen, three bedrooms; immediate possession. 141 Mary street. <box>310 594 566 624</box>
classified-item: WANTED—PANT OPERATORS AND APPRENTICES. 40 Main west. <box>30 701 271 710</box>
classified-item: WANTED—YOUNG MAN, WITH SOME experience in gent's furnishing business. Apply Regal Shirt Co., corner King and Caroline streets. <box>30 529 298 549</box>
gates-name: F. W. GATES & BRO. <box>598 580 776 600</box>
lynched-title: PREACHER LYNCHED <box>1477 1205 1665 1225</box>
showcases-title: Show Cases—Counters—Desks <box>604 922 770 934</box>
classified-item: TO LET—TWO HOUSES IN RESIDENTIAL locality, Nos. 22 and 26 Ray street. Apply Lazier & Lazier, Spectator Building. <box>310 675 566 695</box>
fuel-heading: FUEL FOR SALE <box>646 1524 728 1535</box>
land-regulations-text: ANY person who is the sole head of a family, or any male over 18 years old, may homestead a quarter-section of available Dominion land in Manitoba, Saskatchewan or Alberta. The applicant must appear in person at the Dominion Lands Agency or Sub-Agency for the district. Entry by proxy may be made at any agency, on certain conditions, by father, mother, son, daughter, brother or sister of intending homesteader. Duties—Six months' residence upon and cultivation of the land in each of three years. A homesteader may live within nine miles of his homestead on a farm of at least 80 acres solely owned and occupied by him or by his father, mother, son, daughter, brother or sister. In certain conditions a homesteader in good standing may pre-empt a quarter-section alongside his homestead. Price $3.00 per acre. <box>577 394 797 529</box>
gas-title: No Place Like Home <box>911 627 1204 661</box>
classified-heading: TO LET <box>310 458 566 473</box>
classified-heading: DENTAL <box>310 1358 566 1372</box>
article-paragraph: For Georgian Bay points trains leave Hamilton at 10.45 a. m., connecting with train leaving Toronto at 12.05 noon, and 9 p. m. train, connecting with new train leaving Toronto 11.50 p. m. for Penetang, wharf with new steamer Waubic. <box>1318 1387 1466 1448</box>
article-paragraph: "This is only the thin edge of the wedge," said W. S. McBrayne, of Hamilton, counsel for the defendants, "if the court allowed Mr. Ballentine's full claim of $600. There may be $20,000 in claims to follow for all we have to pay." <box>1318 794 1466 855</box>
classified-item: G. E. HUSBAND, M. D., Homeopathist, 129 Main street west. Telephone 255. <box>30 1384 292 1393</box>
article-paragraph: The police pointed out to-day that this letter was considerably less fervent than some she had sent to Leung previously. It did not close, as others did, with "your sweetheart," but only signed "Elsie." <box>806 1084 1055 1114</box>
classified-item: WOOD MANTELS, GRATES, FENDERS, tiles, Hearths, Gas Grates. Morgan's Ltd., Mantel and Tile Works, 25 King William street. <box>310 846 566 866</box>
survey-car: TAKE H. & D. CAR TO OFFICE DOOR. <box>985 461 1142 470</box>
classified-item: SITUATION WANTED—A YOUNG LADY stenographer, with experience, desires position. Address Box 8, Times Office. <box>30 1034 298 1054</box>
gtr-row-value: $ 10,194 <box>768 1657 797 1666</box>
real-estate-item: FOR SALE—HOUSE, FURNITURE AND lot. Apply to R. Hooper, Mount Hamilton. <box>577 1269 797 1289</box>
page-number: 3 <box>1650 29 1657 44</box>
time-ads-note: Call for letters-in boxes <box>629 1195 745 1206</box>
classified-item: DR. CLAPPISON, DENTIST, ROOM 40, Federal Life Building. Phone 2097. <box>310 1375 566 1395</box>
piles-title: PILES <box>811 1611 933 1658</box>
gates-assets: $45,000,000 <box>652 642 722 657</box>
showcases-ad <box>577 916 797 975</box>
